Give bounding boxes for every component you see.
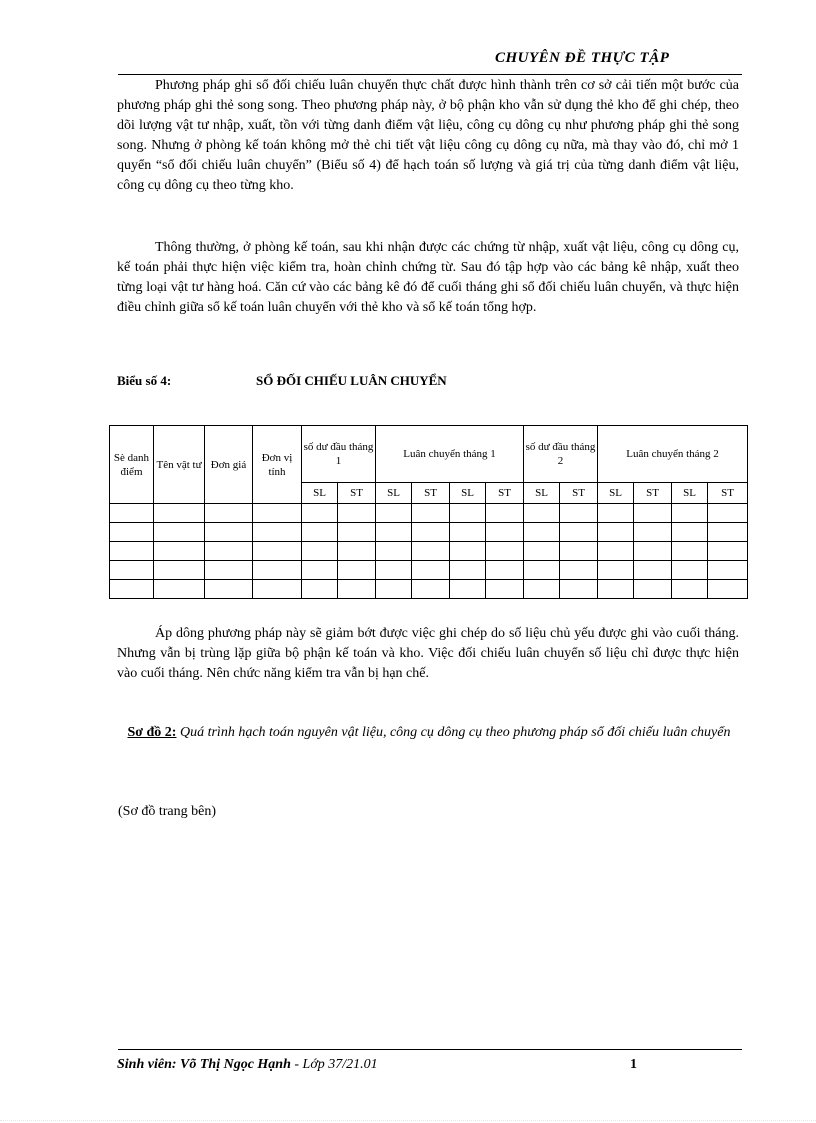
header-se-danh-diem: Sè danh điểm: [110, 426, 154, 504]
diagram-caption-text: Quá trình hạch toán nguyên vật liệu, công cụ dông cụ theo phương pháp sổ đối chiếu luân chuyển: [179, 725, 731, 740]
header-ten-vat-tu: Tên vật tư: [154, 426, 205, 504]
diagram-note: (Sơ đồ trang bên): [118, 804, 216, 819]
subheader-cell: ST: [560, 483, 598, 504]
diagram-label: Sơ đồ 2:: [127, 725, 177, 740]
header-rule: [118, 74, 742, 75]
header-luan-chuyen-thang-2: Luân chuyển tháng 2: [598, 426, 748, 483]
subheader-cell: SL: [302, 483, 338, 504]
paragraph-intro: Phương pháp ghi sổ đối chiếu luân chuyển thực chất được hình thành trên cơ sở cải tiến một bước của phương pháp ghi thẻ song song. Theo phương pháp này, ở bộ phận kho vẫn sử dụng thẻ kho để ghi chép, theo dõi lượng vật tư nhập, xuất, tồn với từng danh điểm vật liệu, công cụ dông cụ như phương pháp ghi thẻ song song. Nhưng ở phòng kế toán không mở thẻ chi tiết vật liệu công cụ dông cụ nữa, mà thay vào đó, chỉ mở 1 quyển “sổ đối chiếu luân chuyển” (Biểu số 4) để hạch toán số lượng và giá trị của từng danh điểm vật liệu, công cụ dông cụ theo từng kho.: [117, 78, 739, 193]
diagram-caption: [118, 723, 740, 743]
header-don-gia: Đơn giá: [205, 426, 253, 504]
header-luan-chuyen-thang-1: Luân chuyển tháng 1: [376, 426, 524, 483]
subheader-cell: ST: [708, 483, 748, 504]
table-row: [110, 561, 748, 580]
page-number: 1: [630, 1057, 637, 1072]
footer-student-name: Sinh viên: Võ Thị Ngọc Hạnh: [117, 1057, 291, 1072]
footer-student: [117, 1057, 378, 1073]
reconciliation-ledger-table: [109, 425, 748, 599]
table-label: Biểu số 4:: [117, 373, 172, 388]
subheader-cell: SL: [376, 483, 412, 504]
subheader-cell: ST: [338, 483, 376, 504]
table-row: [110, 504, 748, 523]
header-so-du-dau-thang-1: số dư đầu tháng 1: [302, 426, 376, 483]
table-row: [110, 580, 748, 599]
subheader-cell: ST: [486, 483, 524, 504]
footer-class: - Lớp 37/21.01: [294, 1057, 378, 1072]
page-bottom-divider: [0, 1120, 816, 1121]
table-row: [110, 523, 748, 542]
header-don-vi-tinh: Đơn vị tính: [253, 426, 302, 504]
table-header-row: [110, 426, 748, 483]
header-so-du-dau-thang-2: số dư đầu tháng 2: [524, 426, 598, 483]
table-title: SỔ ĐỐI CHIẾU LUÂN CHUYỂN: [256, 373, 447, 388]
subheader-cell: ST: [412, 483, 450, 504]
subheader-cell: ST: [634, 483, 672, 504]
table-row: [110, 542, 748, 561]
subheader-cell: SL: [524, 483, 560, 504]
paragraph-procedure: Thông thường, ở phòng kế toán, sau khi nhận được các chứng từ nhập, xuất vật liệu, công cụ dông cụ, kế toán phải thực hiện việc kiểm tra, hoàn chỉnh chứng từ. Sau đó tập hợp vào các bảng kê nhập, xuất theo từng loại vật tư hàng hoá. Căn cứ vào các bảng kê đó để cuối tháng ghi sổ đối chiếu luân chuyển, và thực hiện điều chỉnh giữa sổ kế toán luân chuyển với thẻ kho và sổ kế toán tổng hợp.: [117, 240, 739, 315]
paragraph-assessment: Áp dông phương pháp này sẽ giảm bớt được việc ghi chép do số liệu chủ yếu được ghi vào cuối tháng. Nhưng vẫn bị trùng lặp giữa bộ phận kế toán và kho. Việc đối chiếu luân chuyển số liệu chỉ được thực hiện vào cuối tháng. Nên chức năng kiểm tra vẫn bị hạn chế.: [117, 626, 739, 681]
subheader-cell: SL: [450, 483, 486, 504]
header-title: CHUYÊN ĐỀ THỰC TẬP: [495, 50, 670, 66]
footer-rule: [118, 1049, 742, 1050]
subheader-cell: SL: [598, 483, 634, 504]
subheader-cell: SL: [672, 483, 708, 504]
